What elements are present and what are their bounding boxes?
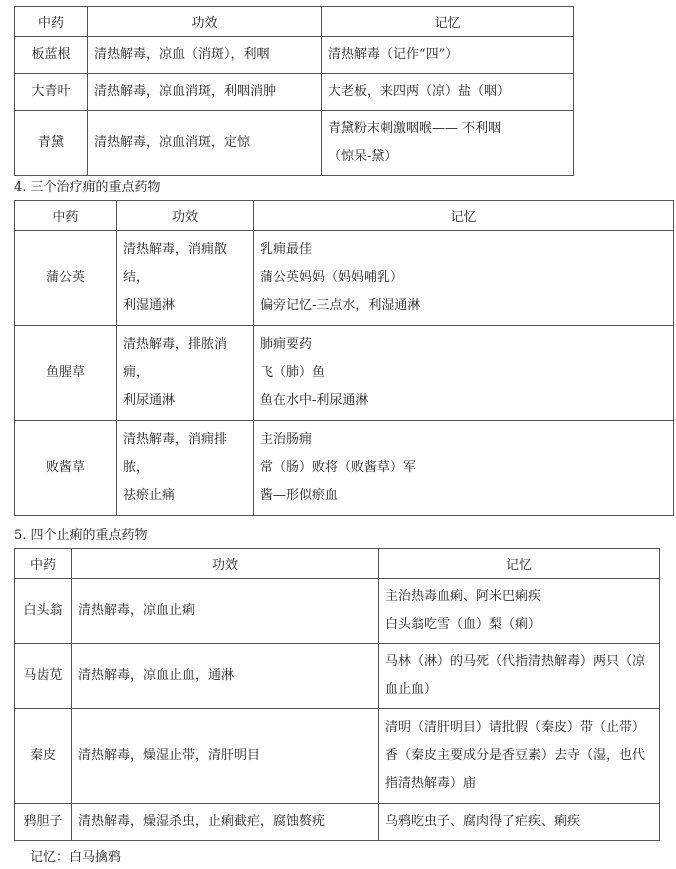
herb-memory xyxy=(379,644,660,709)
table-herbs-throat xyxy=(14,6,574,176)
memory-line: 主治热毒血痢、阿米巴痢疾 xyxy=(385,589,542,604)
table-row xyxy=(15,37,574,74)
table-row xyxy=(15,644,660,709)
herb-effect: 清热解毒，凉血（消斑），利咽 xyxy=(88,37,322,74)
herb-effect: 清热解毒，凉血消斑，定惊 xyxy=(88,111,322,176)
memory-line: 血止血） xyxy=(385,682,438,697)
memory-line: 肺痈要药 xyxy=(260,337,313,352)
memory-line: 酱—形似瘀血 xyxy=(260,488,339,503)
herb-memory xyxy=(379,579,660,644)
table-herbs-abscess xyxy=(14,200,674,516)
memory-line: 乳痈最佳 xyxy=(260,242,313,257)
herb-memory xyxy=(379,709,660,804)
herb-name: 大青叶 xyxy=(15,74,88,111)
herb-name: 板蓝根 xyxy=(15,37,88,74)
memory-line: （惊呆-黛） xyxy=(328,149,398,164)
col-header-effect: 功效 xyxy=(72,549,379,579)
section-5-title: 5. 四个止痢的重点药物 xyxy=(14,528,148,543)
col-header-herb: 中药 xyxy=(15,201,117,231)
herb-effect xyxy=(117,421,254,516)
memory-line: 清明（清肝明目）请批假（秦皮）带（止带） xyxy=(385,720,646,735)
col-header-effect: 功效 xyxy=(88,7,322,37)
memory-line: 白头翁吃雪（血）梨（痢） xyxy=(385,617,542,632)
memory-line: 马林（淋）的马死（代指清热解毒）两只（凉 xyxy=(385,654,646,669)
herb-name: 鱼腥草 xyxy=(15,326,117,421)
table-header-row xyxy=(15,201,674,231)
herb-effect: 清热解毒，凉血止痢 xyxy=(72,579,379,644)
herb-name: 青黛 xyxy=(15,111,88,176)
effect-line: 清热解毒，消痈排脓， xyxy=(123,432,228,475)
herb-effect: 清热解毒，凉血止血，通淋 xyxy=(72,644,379,709)
col-header-effect: 功效 xyxy=(117,201,254,231)
herb-effect xyxy=(117,231,254,326)
herb-memory xyxy=(254,231,674,326)
effect-line: 祛瘀止痛 xyxy=(123,488,176,503)
table-row xyxy=(15,326,674,421)
col-header-herb: 中药 xyxy=(15,549,72,579)
herb-name: 鸦胆子 xyxy=(15,804,72,841)
memory-line: 青黛粉末刺激咽喉—— 不利咽 xyxy=(328,121,502,136)
table-header-row xyxy=(15,7,574,37)
herb-name: 白头翁 xyxy=(15,579,72,644)
table-row xyxy=(15,709,660,804)
herb-name: 败酱草 xyxy=(15,421,117,516)
table-header-row xyxy=(15,549,660,579)
table-row xyxy=(15,804,660,841)
herb-memory xyxy=(254,421,674,516)
herb-memory: 乌鸦吃虫子、腐肉得了疟疾、痢疾 xyxy=(379,804,660,841)
col-header-herb: 中药 xyxy=(15,7,88,37)
herb-name: 蒲公英 xyxy=(15,231,117,326)
memory-line: 主治肠痈 xyxy=(260,432,313,447)
table-row xyxy=(15,579,660,644)
memory-line: 偏旁记忆-三点水，利湿通淋 xyxy=(260,298,421,313)
effect-line: 清热解毒，排脓消痈， xyxy=(123,337,228,380)
memory-line: 鱼在水中-利尿通淋 xyxy=(260,393,369,408)
herb-name: 秦皮 xyxy=(15,709,72,804)
memory-line: 蒲公英妈妈（妈妈哺乳） xyxy=(260,270,404,285)
herb-name: 马齿苋 xyxy=(15,644,72,709)
table-row xyxy=(15,231,674,326)
col-header-memory: 记忆 xyxy=(379,549,660,579)
herb-effect: 清热解毒，凉血消斑，利咽消肿 xyxy=(88,74,322,111)
effect-line: 利湿通淋 xyxy=(123,298,176,313)
herb-effect: 清热解毒，燥湿杀虫，止痢截疟，腐蚀赘疣 xyxy=(72,804,379,841)
col-header-memory: 记忆 xyxy=(322,7,574,37)
memory-line: 指清热解毒）庙 xyxy=(385,776,477,791)
herb-memory: 大老板，来四两（凉）盐（咽） xyxy=(322,74,574,111)
table-herbs-dysentery xyxy=(14,548,660,841)
memory-line: 飞（肺）鱼 xyxy=(260,365,326,380)
table-row xyxy=(15,421,674,516)
effect-line: 利尿通淋 xyxy=(123,393,176,408)
table-row xyxy=(15,74,574,111)
memory-line: 常（肠）败将（败酱草）军 xyxy=(260,460,417,475)
footnote-memory: 记忆：白马擒鸦 xyxy=(30,850,122,865)
herb-memory xyxy=(322,111,574,176)
col-header-memory: 记忆 xyxy=(254,201,674,231)
effect-line: 清热解毒，消痈散结， xyxy=(123,242,228,285)
section-4-title: 4. 三个治疗痈的重点药物 xyxy=(14,180,161,195)
herb-memory xyxy=(254,326,674,421)
herb-effect xyxy=(117,326,254,421)
table-row xyxy=(15,111,574,176)
herb-memory: 清热解毒（记作“四”） xyxy=(322,37,574,74)
herb-effect: 清热解毒，燥湿止带，清肝明目 xyxy=(72,709,379,804)
memory-line: 香（秦皮主要成分是香豆素）去寺（湿，也代 xyxy=(385,748,646,763)
